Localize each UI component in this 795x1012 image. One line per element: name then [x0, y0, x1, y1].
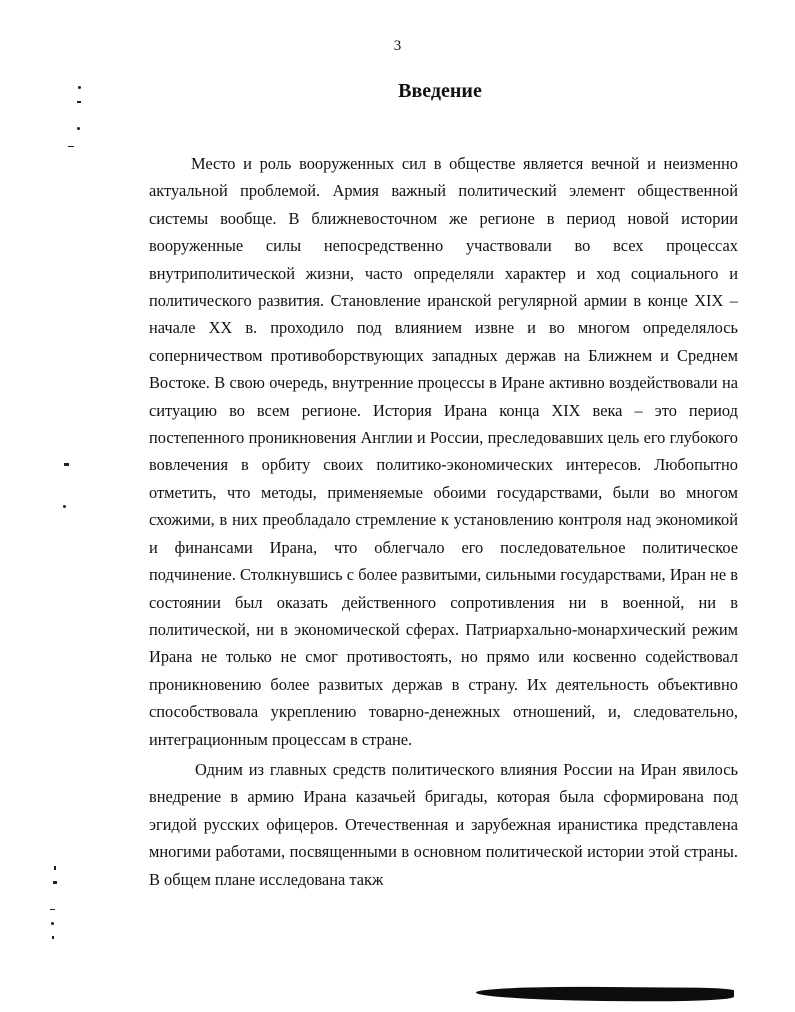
scan-speck	[54, 866, 56, 870]
scan-speck	[50, 909, 55, 910]
scan-speck	[53, 881, 57, 884]
scan-speck	[63, 505, 66, 508]
scan-speck	[64, 463, 69, 466]
page-title: Введение	[398, 80, 482, 102]
scan-speck	[77, 127, 80, 130]
paragraph-2: Одним из главных средств политического влияния России на Иран явилось внедрение в армию Ирана казачьей бригады, которая была сформирована под эгидой русских офицеров. Отечественная и зарубежная иранистика представлена многими работами, посвященными в основном политической истории этой страны. В общем плане исследована такж	[149, 759, 738, 889]
scan-speck	[51, 922, 54, 925]
paragraph-1: Место и роль вооруженных сил в обществе является вечной и неизменно актуальной проблемой. Армия важный политический элемент общественной системы вообще. В ближневосточном же регионе в период новой истории вооруженные силы непосредственно участвовали во всех процессах внутриполитической жизни, часто определяли характер и ход социального и политического развития. Становление иранской регулярной армии в конце XIX – начале XX в. проходило под влиянием извне и во многом определялось соперничеством противоборствующих западных держав на Ближнем и Среднем Востоке. В свою очередь, внутренние процессы в Иране активно воздействовали на ситуацию во всем регионе. История Ирана конца XIX века – это период постепенного проникновения Англии и России, преследовавших цель его глубокого вовлечения в орбиту своих политико-экономических интересов. Любопытно отметить, что методы, применяемые обоими государствами, были во многом схожими, в них преобладало стремление к установлению контроля над экономикой и финансами Ирана, что облегчало его последовательное политическое подчинение. Столкнувшись с более развитыми, сильными государствами, Иран не в состоянии был оказать действенного сопротивления ни в военной, ни в политической, ни в экономической сферах. Патриархально-монархический режим Ирана не только не смог противостоять, но прямо или косвенно содействовал проникновению более развитых держав в страну. Их деятельность объективно способствовала укреплению товарно-денежных отношений, и, следовательно, интеграционным процессам в стране.	[149, 154, 738, 749]
scan-speck	[68, 146, 74, 147]
scan-speck	[52, 936, 54, 939]
body-text	[149, 150, 738, 893]
page-number: 3	[393, 38, 402, 54]
scan-artifact-bar	[476, 986, 734, 1002]
scan-speck	[78, 86, 81, 89]
scan-speck	[77, 101, 81, 103]
